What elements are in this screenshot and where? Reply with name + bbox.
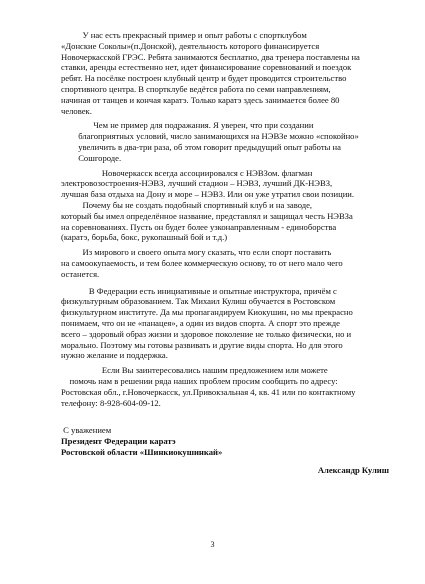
text-line: который бы имел определённое название, представлял и защищал честь НЭВЗа <box>61 210 353 221</box>
text-line: В Федерации есть инициативные и опытные инструктора, причём с <box>61 285 337 296</box>
text-line: увеличить в два-три раза, об этом говорит предыдущий опыт работы на <box>61 141 341 152</box>
text-line: лучшая база отдыха на Дону и море – НЭВЗ. Или он уже утратил свои позиции. <box>61 189 355 200</box>
text-line: ставки, аренды естественно нет, идет финансирование соревнований и поездок <box>61 62 352 73</box>
text-line: Сошгороде. <box>61 152 122 163</box>
text-line: человек. <box>61 105 92 116</box>
text-line: всего – здоровый образ жизни и здоровое поколение не только физически, но и <box>61 328 352 339</box>
paragraph-nevz <box>61 168 381 200</box>
text-line: электровозостроения-НЭВЗ, лучший стадион – НЭВЗ, лучший ДК-НЭВЗ, <box>61 178 333 189</box>
paragraph-federation <box>61 286 381 362</box>
text-line: ребят. На посёлке построен клубный центр и будет проводится строительство <box>61 73 347 84</box>
body-text <box>61 30 381 408</box>
text-line: Чем не пример для подражания. Я уверен, что при создании <box>61 120 314 131</box>
text-line: Новочеркасской ГРЭС. Ребята занимаются бесплатно, два тренера поставлены на <box>61 51 360 62</box>
page-number: 3 <box>210 540 215 549</box>
text-line: Почему бы не создать подобный спортивный клуб и на заводе, <box>61 199 313 210</box>
text-line: (каратэ, борьба, бокс, рукопашный бой и т.д.) <box>61 232 228 243</box>
signatory-title: Президент Федерации каратэ <box>61 435 176 446</box>
paragraph-contact <box>61 365 381 408</box>
text-line: морально. Поэтому мы готовы развивать и другие виды спорта. Но для этого <box>61 339 343 350</box>
paragraph-example <box>61 120 381 163</box>
text-line: нужно желание и поддержка. <box>61 350 168 361</box>
text-line: на соревнованиях. Пусть он будет более узконаправленным - единоборства <box>61 221 337 232</box>
author-name: Александр Кулиш <box>317 465 389 475</box>
paragraph-self-financing <box>61 247 381 279</box>
text-line: начиная от танцев и кончая каратэ. Только каратэ здесь занимается более 80 <box>61 94 340 105</box>
text-line: телефону: 8-928-604-09-12. <box>61 397 161 408</box>
text-line: У нас есть прекрасный пример и опыт работы с спортклубом <box>61 30 307 40</box>
text-line: спортивного центра. В спортклубе ведётся работа по семи направлениям, <box>61 83 331 94</box>
text-line: останется. <box>61 268 100 279</box>
signature-block <box>61 425 401 457</box>
text-line: Из мирового и своего опыта могу сказать, что если спорт поставить <box>61 247 332 258</box>
text-line: благоприятных условий, число занимающихся на НЭВЗе можно «спокойно» <box>61 131 359 142</box>
text-line: Ростовская обл., г.Новочеркасск, ул.Привокзальная 4, кв. 41 или по контактному <box>61 386 356 397</box>
text-line: физкультурном институте. Да мы пропагандируем Киокушин, но мы прекрасно <box>61 307 353 318</box>
text-line: физкультурным образованием. Так Михаил Кулиш обучается в Ростовском <box>61 296 336 307</box>
regards-line: С уважением <box>61 425 112 435</box>
text-line: понимаем, что он не «панацея», а один из видов спорта. А спорт это прежде <box>61 317 340 328</box>
text-line: на самоокупаемость, и тем более коммерческую основу, то от него мало чего <box>61 257 343 268</box>
text-line: Новочеркасск всегда ассоциировался с НЭВЗом. флагман <box>61 167 313 178</box>
paragraph-club-proposal <box>61 200 381 243</box>
paragraph-sokoly <box>61 30 381 116</box>
text-line: Если Вы заинтересовались нашим предложением или можете <box>61 365 328 376</box>
signatory-organization: Ростовской области «Шинкиокушинкай» <box>61 446 223 457</box>
text-line: «Донские Соколы»(п.Донской), деятельность которого финансируется <box>61 40 320 51</box>
text-line: помочь нам в решении ряда наших проблем просим сообщить по адресу: <box>61 375 338 386</box>
